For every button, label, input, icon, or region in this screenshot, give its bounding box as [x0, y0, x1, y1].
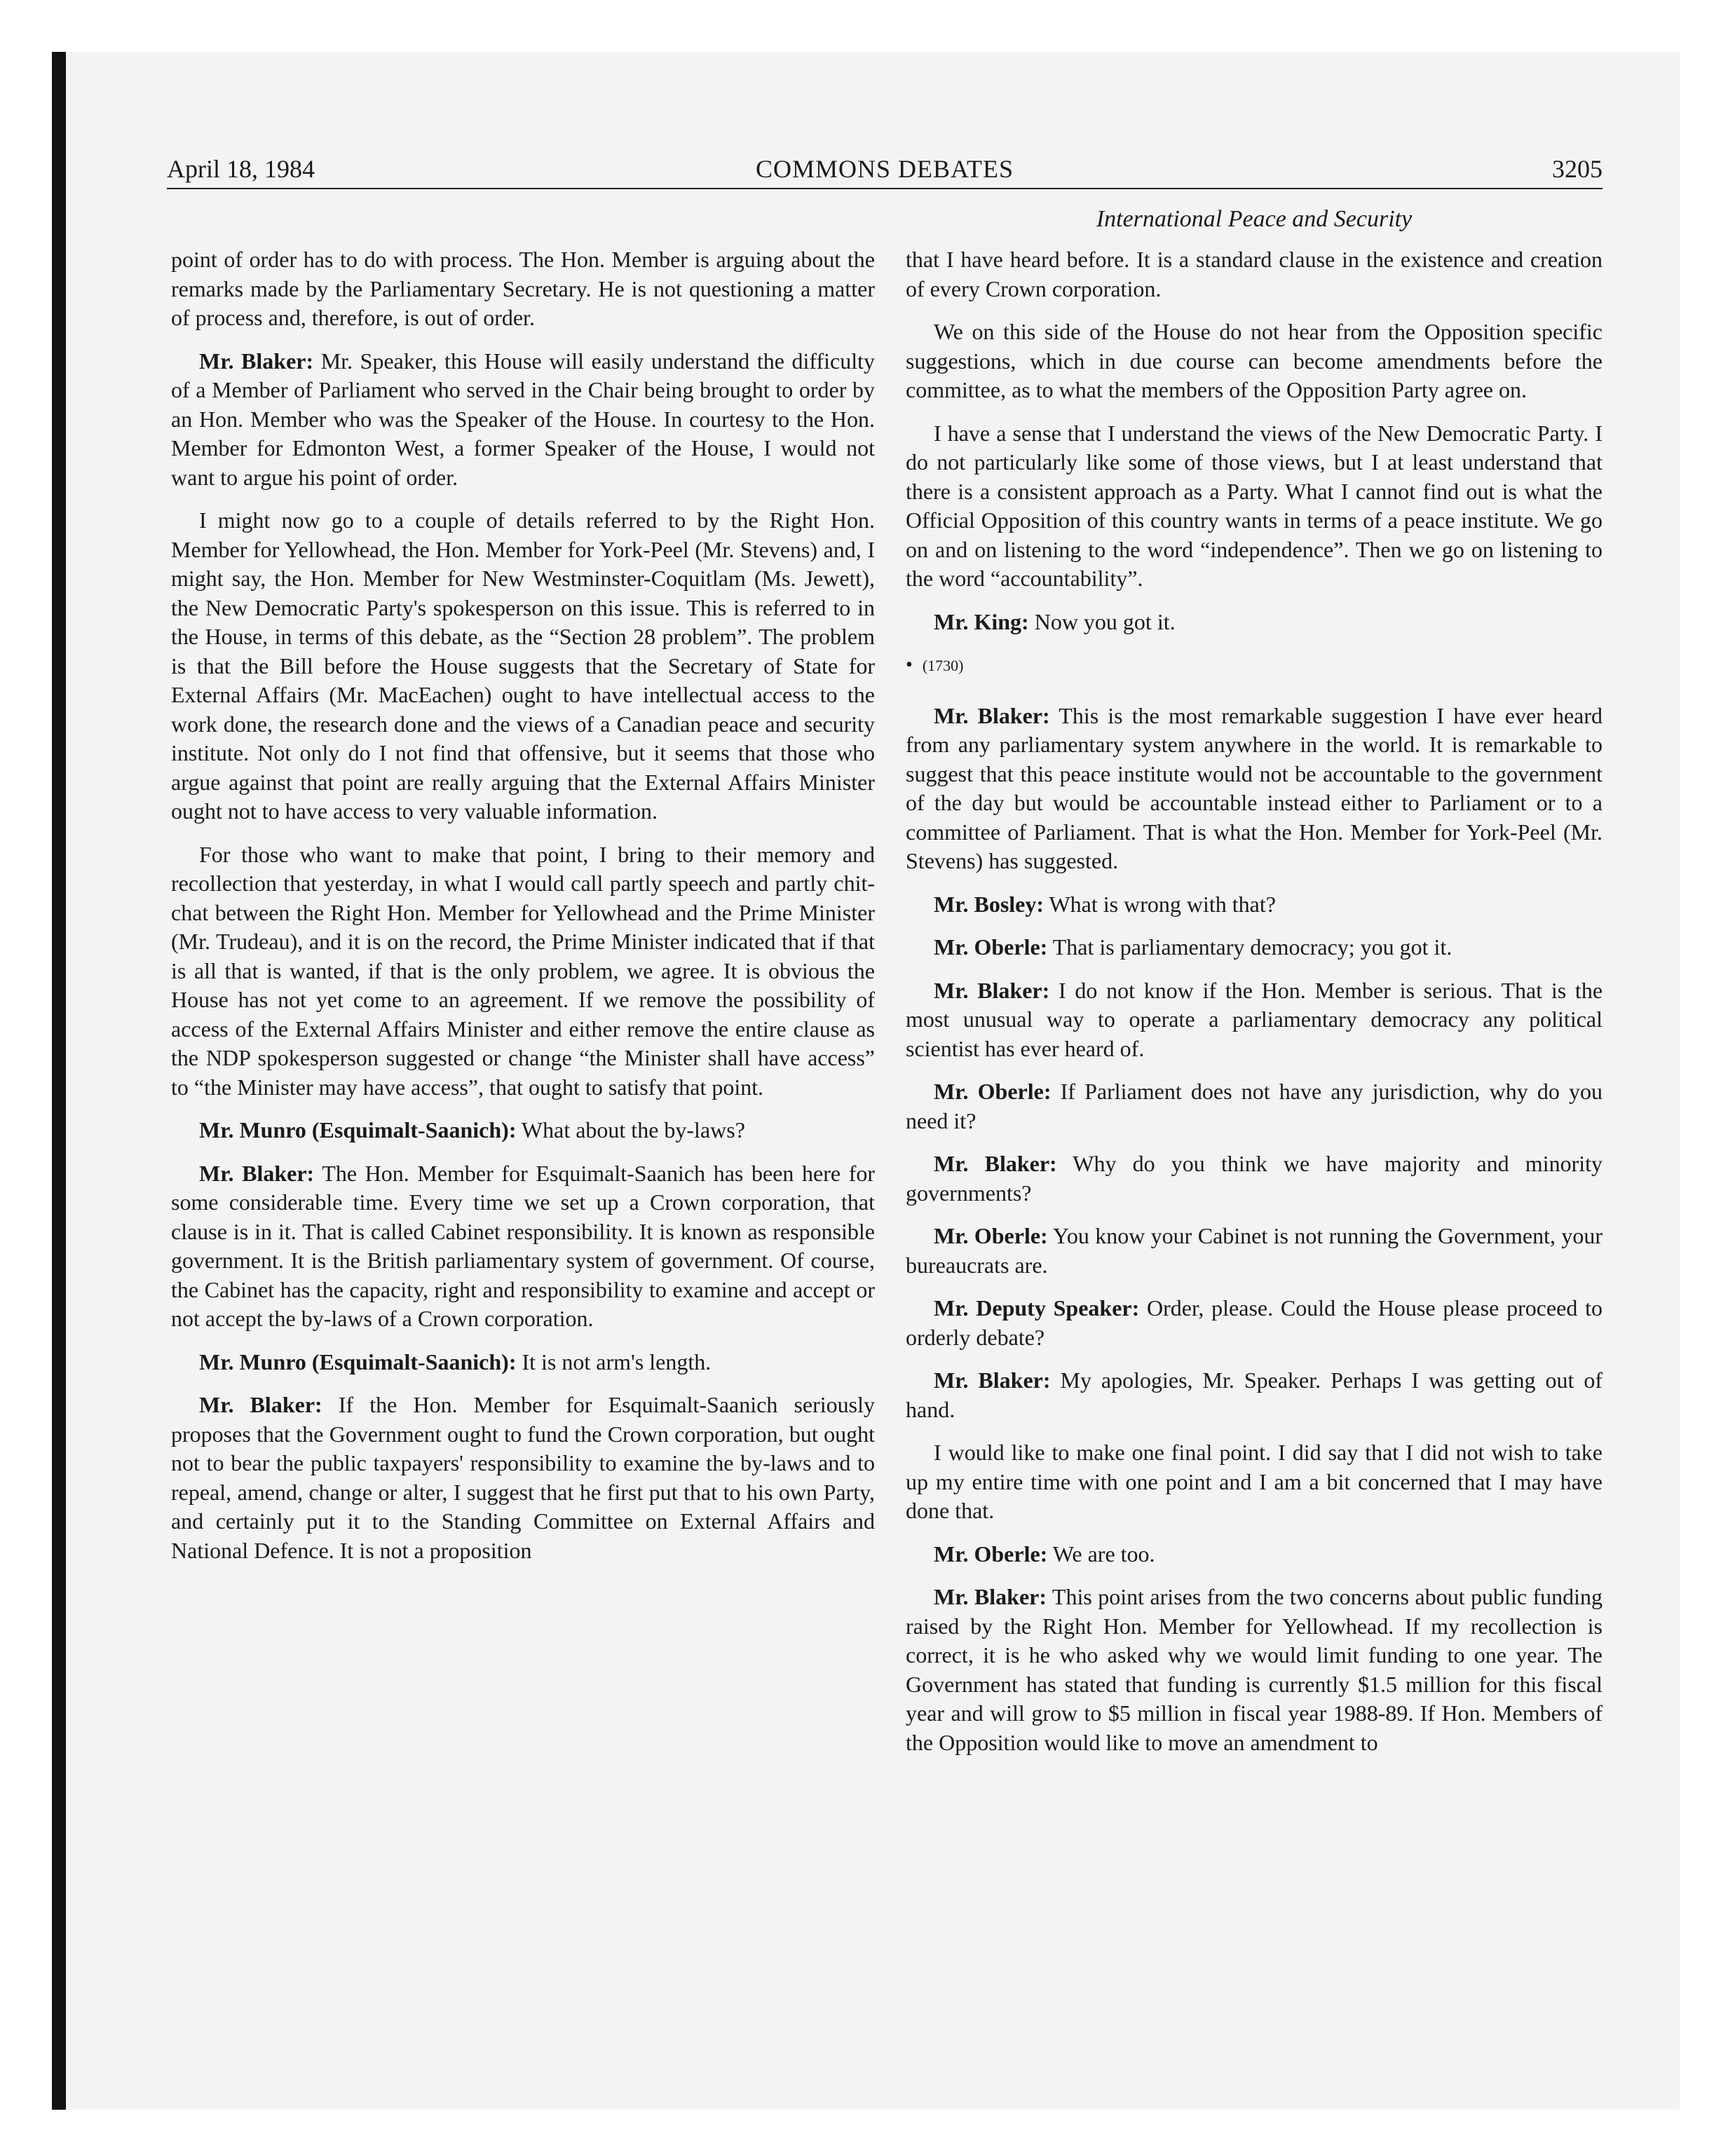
speaker-name: Mr. Oberle: — [934, 1541, 1048, 1567]
section-title: International Peace and Security — [1096, 206, 1413, 232]
paragraph: Mr. Blaker: My apologies, Mr. Speaker. Perhaps I was getting out of hand. — [906, 1367, 1603, 1422]
paragraph: Mr. Blaker: Mr. Speaker, this House will easily understand the difficulty of a Member of Parliament who served in the Chair being brought to order by an Hon. Member who was the Speaker of the House. In courtesy to the Hon. Member for Edmonton West, a former Speaker of the House, I would not want to argue his point of order. — [171, 348, 876, 490]
paragraph: We on this side of the House do not hear from the Opposition specific suggestions, which in due course can become amendments before the committee, as to what the members of the Opposition Party agree on. — [906, 319, 1603, 402]
paragraph: For those who want to make that point, I bring to their memory and recollection that yesterday, in what I would call partly speech and partly chit-chat between the Right Hon. Member for Yellowhead and the Prime Minister (Mr. Trudeau), and it is on the record, the Prime Minister indicated that if that is all that is wanted, if that is the only problem, we agree. It is obvious the House has not yet come to an agreement. If we remove the possibility of access of the External Affairs Minister and either remove the entire clause as the NDP spokesperson suggested or change “the Minister shall have access” to “the Minister may have access”, that ought to satisfy that point. — [171, 841, 875, 1100]
paragraph: Mr. King: Now you got it. — [934, 608, 1176, 634]
speaker-name: Mr. Blaker: — [934, 1584, 1047, 1609]
paragraph: that I have heard before. It is a standard clause in the existence and creation of every Crown corporation. — [906, 247, 1603, 301]
speaker-name: Mr. Munro (Esquimalt-Saanich): — [199, 1117, 517, 1142]
speaker-name: Mr. Blaker: — [934, 977, 1050, 1003]
speaker-name: Mr. Blaker: — [934, 1151, 1057, 1176]
speaker-name: Mr. Oberle: — [934, 934, 1048, 960]
speaker-name: Mr. Blaker: — [199, 1160, 315, 1186]
paragraph: point of order has to do with process. The Hon. Member is arguing about the remarks made by the Parliamentary Secretary. He is not questioning a matter of process and, therefore, is out of order. — [171, 247, 875, 330]
bullet-icon: • — [906, 654, 913, 676]
paragraph: I might now go to a couple of details referred to by the Right Hon. Member for Yellowhead, the Hon. Member for York-Peel (Mr. Stevens) and, I might say, the Hon. Member for New Westminster-Coquitlam (Ms. Jewett), the New Democratic Party's spokesperson on this issue. This is referred to in the House, in terms of this debate, as the “Section 28 problem”. The problem is that the Bill before the House suggests that the Secretary of State for External Affairs (Mr. MacEachen) ought to have intellectual access to the work done, the research done and the views of a Canadian peace and security institute. Not only do I not find that offensive, but it seems that those who argue against that point are really arguing that the External Affairs Minister ought not to have access to very valuable information. — [171, 507, 875, 824]
paragraph: Mr. Oberle: If Parliament does not have any jurisdiction, why do you need it? — [906, 1079, 1603, 1133]
speaker-name: Mr. Oberle: — [934, 1079, 1052, 1104]
left-column — [171, 245, 875, 1579]
header-page-number: 3205 — [1552, 155, 1603, 183]
speaker-name: Mr. Munro (Esquimalt-Saanich): — [199, 1349, 517, 1374]
paragraph: I would like to make one final point. I did say that I did not wish to take up my entire time with one point and I am a bit concerned that I may have done that. — [906, 1440, 1603, 1523]
paragraph: Mr. Blaker: Why do you think we have majority and minority governments? — [906, 1151, 1603, 1206]
paragraph: Mr. Blaker: This is the most remarkable suggestion I have ever heard from any parliamentary system anywhere in the world. It is remarkable to suggest that this peace institute would not be accountable to the government of the day but would be accountable instead either to Parliament or to a committee of Parliament. That is what the Hon. Member for York-Peel (Mr. Stevens) has suggested. — [906, 702, 1603, 873]
speaker-name: Mr. King: — [934, 608, 1029, 634]
header-title: COMMONS DEBATES — [755, 155, 1014, 183]
speaker-name: Mr. Deputy Speaker: — [934, 1295, 1140, 1321]
running-header — [167, 154, 1603, 186]
paragraph: Mr. Munro (Esquimalt-Saanich): What about the by-laws? — [199, 1117, 745, 1142]
speaker-name: Mr. Blaker: — [934, 702, 1050, 728]
time-marker — [906, 650, 1603, 681]
scan-edge — [52, 52, 66, 2110]
right-column — [906, 245, 1603, 1771]
paragraph: Mr. Blaker: The Hon. Member for Esquimalt-Saanich has been here for some considerable time. Every time we set up a Crown corporation, that clause is in it. That is called Cabinet responsibility. It is known as responsible government. It is the British parliamentary system of government. Of course, the Cabinet has the capacity, right and responsibility to examine and accept or not accept the by-laws of a Crown corporation. — [171, 1160, 876, 1331]
paragraph: Mr. Oberle: You know your Cabinet is not running the Government, your bureaucrats are. — [906, 1223, 1603, 1278]
header-rule — [167, 188, 1603, 189]
speaker-name: Mr. Blaker: — [199, 1392, 322, 1417]
speaker-name: Mr. Oberle: — [934, 1223, 1048, 1248]
paragraph: Mr. Munro (Esquimalt-Saanich): It is not arm's length. — [199, 1349, 712, 1374]
speaker-name: Mr. Blaker: — [199, 348, 314, 374]
paragraph: Mr. Oberle: That is parliamentary democracy; you got it. — [934, 934, 1452, 960]
paragraph: I have a sense that I understand the views of the New Democratic Party. I do not particularly like some of those views, but I at least understand that there is a consistent approach as a Party. What I cannot find out is what the Official Opposition of this country wants in terms of a peace institute. We go on and on listening to the word “independence”. Then we go on listening to the word “accountability”. — [906, 420, 1603, 591]
paragraph: Mr. Blaker: If the Hon. Member for Esquimalt-Saanich seriously proposes that the Government ought to fund the Crown corporation, but ought not to bear the public taxpayers' responsibility to examine the by-laws and to repeal, amend, change or alter, I suggest that he first put that to his own Party, and certainly put it to the Standing Committee on External Affairs and National Defence. It is not a proposition — [171, 1392, 876, 1563]
paragraph: Mr. Oberle: We are too. — [934, 1541, 1155, 1567]
header-date: April 18, 1984 — [167, 155, 315, 183]
paragraph: Mr. Blaker: This point arises from the two concerns about public funding raised by the Right Hon. Member for Yellowhead. If my recollection is correct, it is he who asked why we would limit funding to one year. The Government has stated that funding is currently $1.5 million for this fiscal year and will grow to $5 million in fiscal year 1988-89. If Hon. Members of the Opposition would like to move an amendment to — [906, 1584, 1603, 1755]
paragraph: Mr. Bosley: What is wrong with that? — [934, 891, 1276, 917]
paragraph: Mr. Blaker: I do not know if the Hon. Member is serious. That is the most unusual way to operate a parliamentary democracy any political scientist has ever heard of. — [906, 977, 1603, 1061]
paragraph: Mr. Deputy Speaker: Order, please. Could the House please proceed to orderly debate? — [906, 1295, 1603, 1350]
time-label: (1730) — [922, 657, 964, 674]
speaker-name: Mr. Bosley: — [934, 891, 1045, 917]
speaker-name: Mr. Blaker: — [934, 1367, 1051, 1393]
